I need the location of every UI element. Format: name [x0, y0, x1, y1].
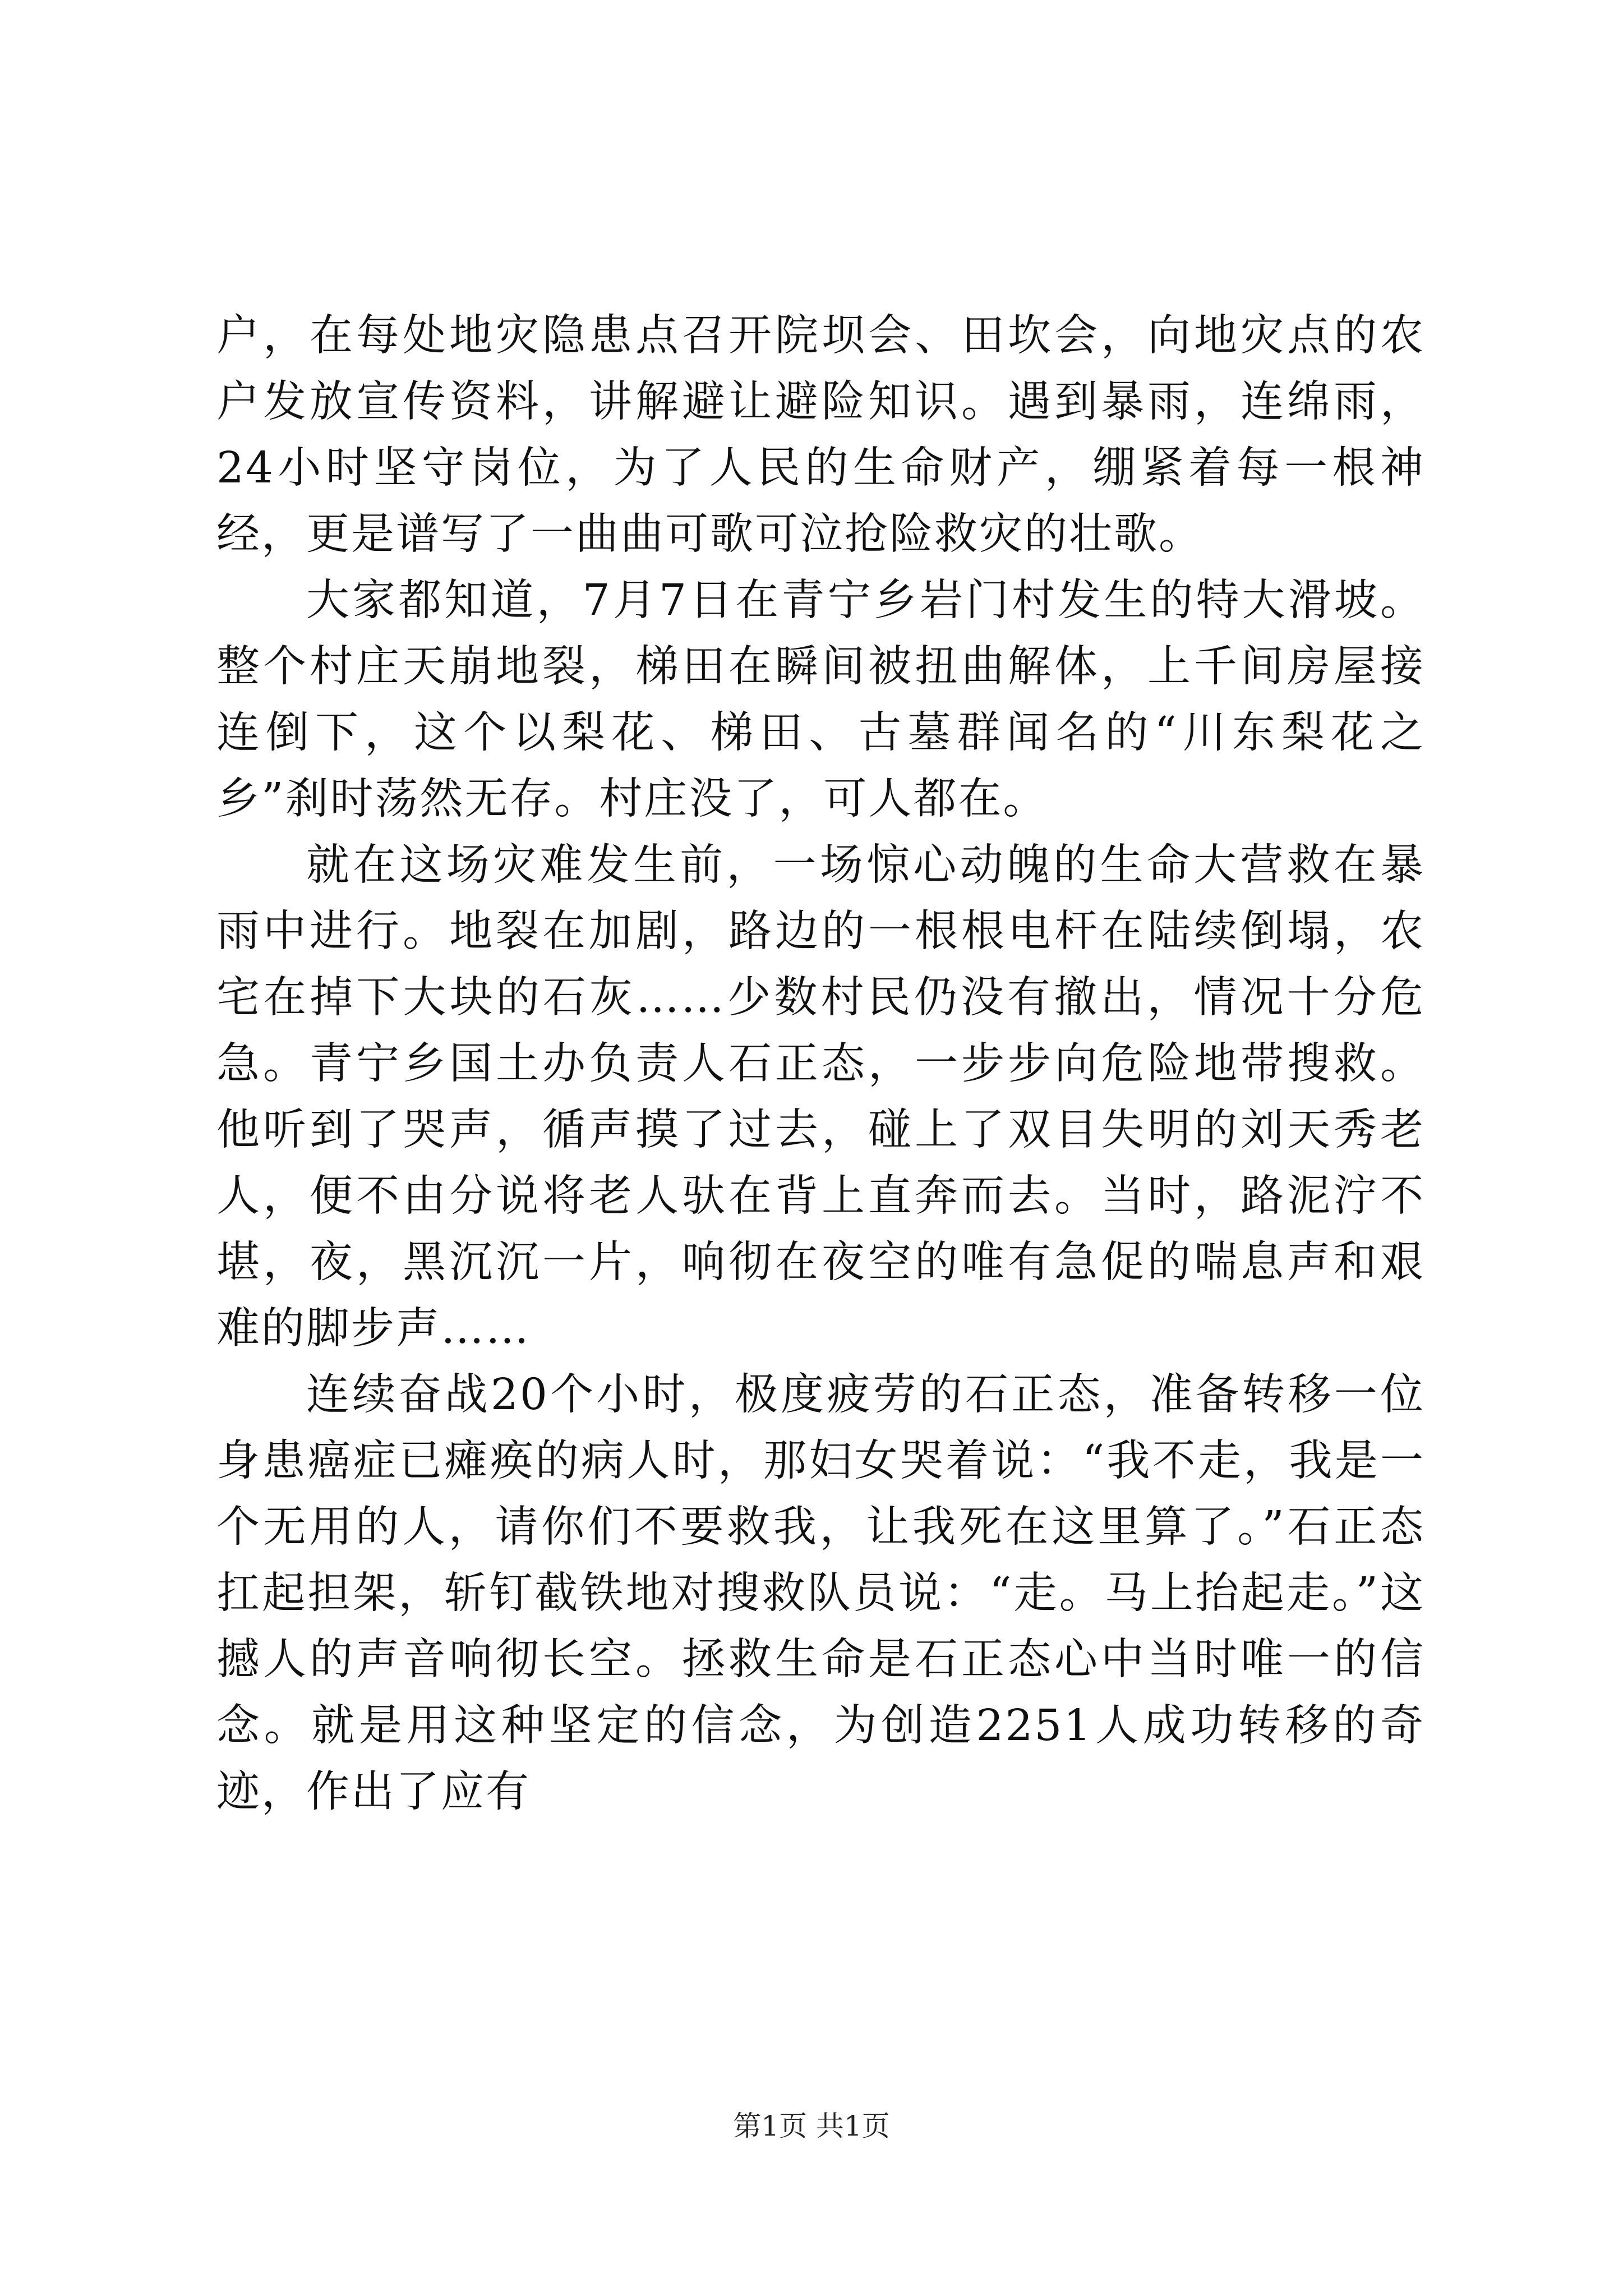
page-footer: 第1页 共1页 — [733, 2110, 890, 2142]
document-body — [216, 303, 1425, 1825]
paragraph-landslide: 大家都知道，7月7日在青宁乡岩门村发生的特大滑坡。整个村庄天崩地裂，梯田在瞬间被扭曲解体，上千间房屋接连倒下，这个以梨花、梯田、古墓群闻名的“川东梨花之乡”刹时荡然无存。村庄没了，可人都在。 — [216, 576, 1425, 824]
paragraph-continuation: 户，在每处地灾隐患点召开院坝会、田坎会，向地灾点的农户发放宣传资料，讲解避让避险知识。遇到暴雨，连绵雨，24小时坚守岗位，为了人民的生命财产，绷紧着每一根神经，更是谱写了一曲曲可歌可泣抢险救灾的壮歌。 — [216, 311, 1425, 559]
paragraph-stretcher: 连续奋战20个小时，极度疲劳的石正态，准备转移一位身患癌症已瘫痪的病人时，那妇女哭着说：“我不走，我是一个无用的人，请你们不要救我，让我死在这里算了。”石正态扛起担架，斩钉截铁地对搜救队员说：“走。马上抬起走。”这撼人的声音响彻长空。拯救生命是石正态心中当时唯一的信念。就是用这种坚定的信念，为创造2251人成功转移的奇迹，作出了应有 — [216, 1370, 1425, 1817]
paragraph-rescue: 就在这场灾难发生前，一场惊心动魄的生命大营救在暴雨中进行。地裂在加剧，路边的一根根电杆在陆续倒塌，农宅在掉下大块的石灰……少数村民仍没有撤出，情况十分危急。青宁乡国土办负责人石正态，一步步向危险地带搜救。他听到了哭声，循声摸了过去，碰上了双目失明的刘天秀老人，便不由分说将老人驮在背上直奔而去。当时，路泥泞不堪，夜，黑沉沉一片，响彻在夜空的唯有急促的喘息声和艰难的脚步声…… — [216, 840, 1425, 1354]
